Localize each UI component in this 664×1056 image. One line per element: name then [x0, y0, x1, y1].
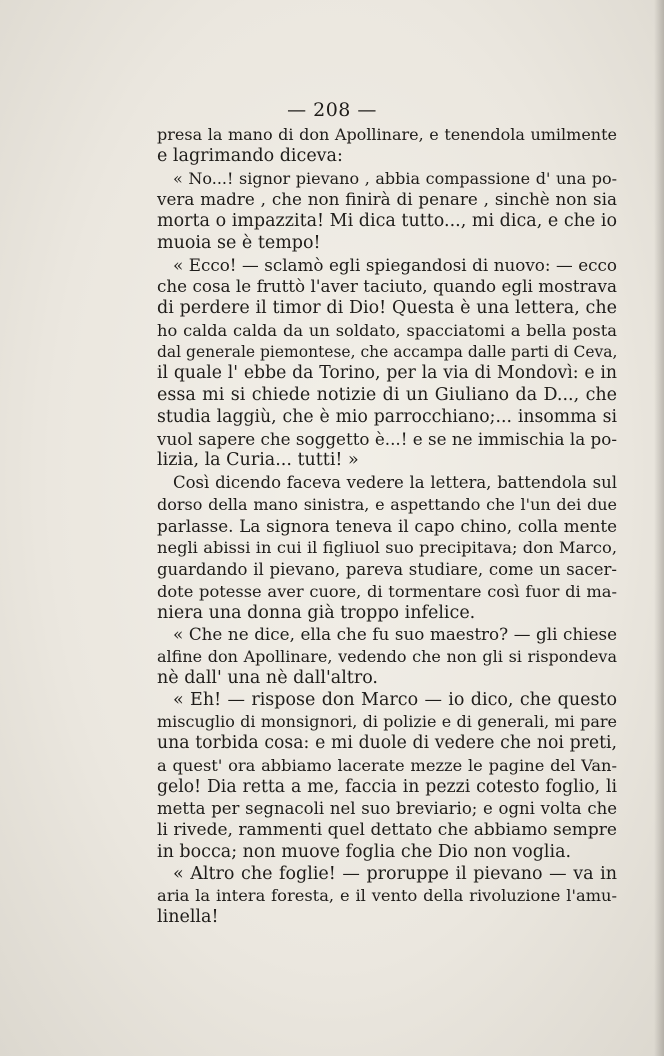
text-line: « Che ne dice, ella che fu suo maestro? — gli chiese: [173, 624, 617, 645]
text-line: lizia, la Curia... tutti! »: [157, 450, 359, 471]
text-line: « No...! signor pievano , abbia compassione d' una po-: [173, 168, 617, 188]
text-line: metta per segnacoli nel suo breviario; e ogni volta che: [157, 799, 617, 819]
text-line: a quest' ora abbiamo lacerate mezze le pagine del Van-: [157, 755, 617, 775]
text-line: niera una donna già troppo infelice.: [157, 602, 476, 623]
text-line: morta o impazzita! Mi dica tutto..., mi dica, e che io: [157, 211, 617, 231]
text-line: aria la intera foresta, e il vento della rivoluzione l'amu-: [157, 886, 617, 906]
body-text: [157, 124, 617, 929]
text-line: essa mi si chiede notizie di un Giuliano da D..., che: [157, 385, 617, 405]
page-number: — 208 —: [287, 99, 377, 121]
text-line: e lagrimando diceva:: [157, 145, 343, 166]
text-line: studia laggiù, che è mio parrocchiano;... insomma si: [157, 406, 617, 427]
text-line: muoia se è tempo!: [157, 232, 321, 253]
text-line: parlasse. La signora teneva il capo chino, colla mente: [157, 515, 617, 536]
text-line: che cosa le fruttò l'aver taciuto, quando egli mostrava: [157, 276, 617, 297]
text-line: dal generale piemontese, che accampa dalle parti di Ceva,: [157, 342, 618, 361]
text-line: dote potesse aver cuore, di tormentare così fuor di ma-: [157, 581, 617, 601]
text-line: vuol sapere che soggetto è...! e se ne immischia la po-: [157, 428, 617, 449]
text-line: « Ecco! — sclamò egli spiegandosi di nuovo: — ecco: [173, 254, 617, 275]
text-line: alfine don Apollinare, vedendo che non gli si rispondeva: [157, 647, 617, 666]
text-line: negli abissi in cui il figliuol suo precipitava; don Marco,: [157, 538, 617, 558]
text-line: nè dall' una nè dall'altro.: [157, 667, 378, 688]
text-line: in bocca; non muove foglia che Dio non voglia.: [157, 841, 572, 862]
text-line: di perdere il timor di Dio! Questa è una lettera, che: [157, 298, 617, 318]
text-line: ho calda calda da un soldato, spacciatomi a bella posta: [157, 320, 617, 340]
text-line: « Altro che foglie! — proruppe il pievano — va in: [173, 863, 617, 884]
text-line: Così dicendo faceva vedere la lettera, battendola sul: [173, 473, 617, 492]
text-line: presa la mano di don Apollinare, e tenendola umilmente: [157, 125, 617, 144]
text-line: li rivede, rammenti quel dettato che abbiamo sempre: [157, 820, 617, 840]
text-line: miscuglio di monsignori, di polizie e di generali, mi pare: [157, 712, 617, 732]
text-line: « Eh! — rispose don Marco — io dico, che questo: [173, 689, 617, 710]
text-line: una torbida cosa: e mi duole di vedere che noi preti,: [157, 733, 617, 753]
text-line: guardando il pievano, pareva studiare, come un sacer-: [157, 560, 617, 579]
text-line: linella!: [157, 907, 219, 927]
text-line: dorso della mano sinistra, e aspettando che l'un dei due: [157, 494, 617, 514]
text-line: vera madre , che non finirà di penare , sinchè non sia: [157, 189, 617, 210]
text-line: il quale l' ebbe da Torino, per la via di Mondovì: e in: [157, 363, 617, 384]
text-line: gelo! Dia retta a me, faccia in pezzi cotesto foglio, li: [157, 776, 617, 797]
